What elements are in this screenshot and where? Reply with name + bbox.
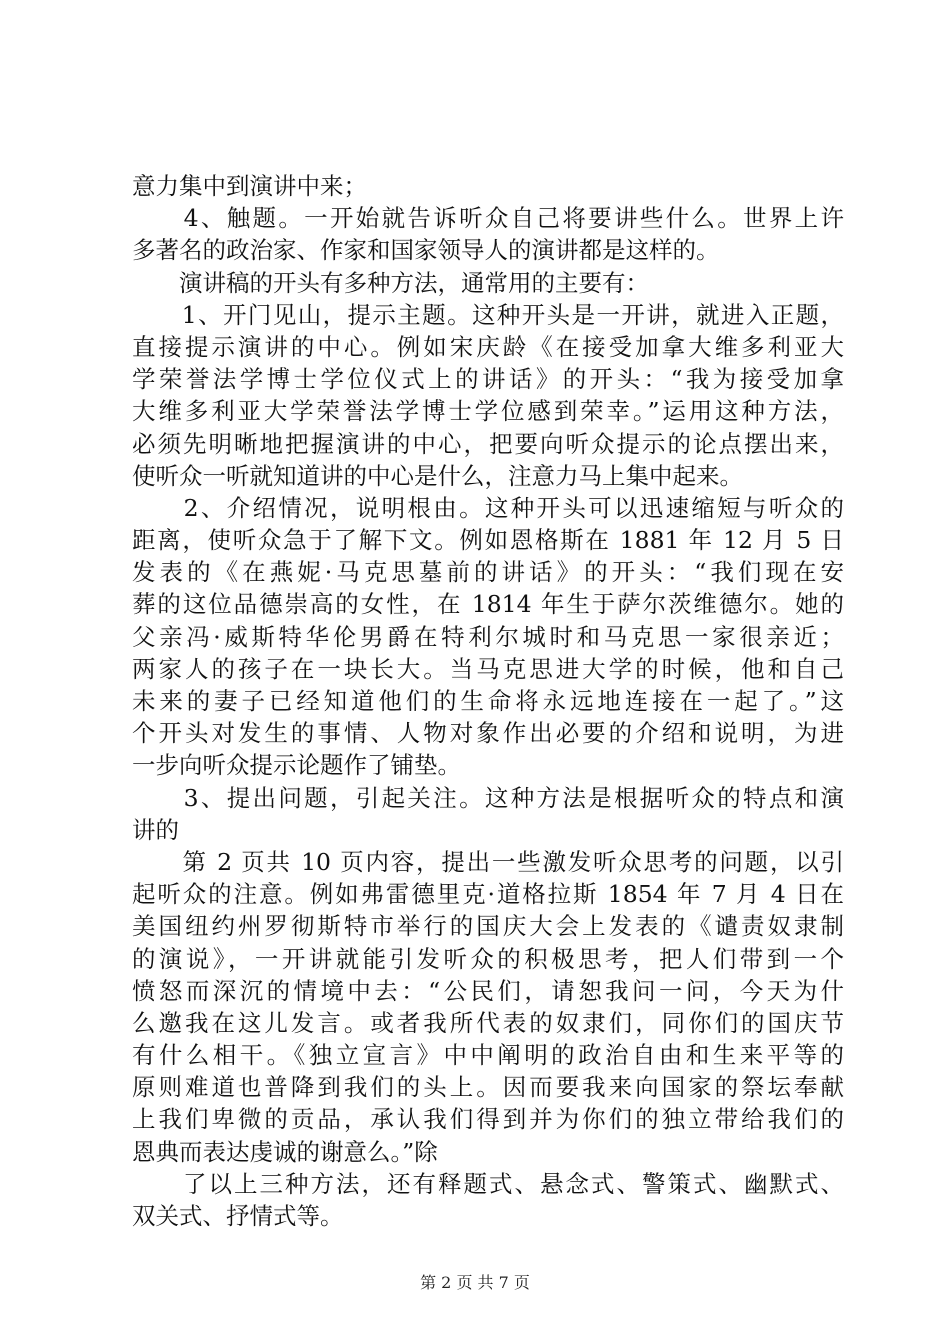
text-line: 多著名的政治家、作家和国家领导人的演讲都是这样的。 bbox=[132, 236, 720, 265]
text-line: 4、触题。一开始就告诉听众自己将要讲些什么。世界上许 bbox=[132, 204, 844, 233]
text-line: 有什么相干。《独立宣言》中中阐明的政治自由和生来平等的 bbox=[132, 1041, 844, 1070]
text-line: 1、开门见山，提示主题。这种开头是一开讲，就进入正题， bbox=[132, 300, 844, 329]
text-line: 第 2 页共 10 页内容，提出一些激发听众思考的问题，以引 bbox=[132, 847, 844, 876]
text-line: 演讲稿的开头有多种方法，通常用的主要有： bbox=[132, 268, 649, 297]
text-line: 了以上三种方法，还有释题式、悬念式、警策式、幽默式、 bbox=[132, 1169, 844, 1198]
text-line: 使听众一听就知道讲的中心是什么，注意力马上集中起来。 bbox=[132, 461, 743, 490]
text-line: 美国纽约州罗彻斯特市举行的国庆大会上发表的《谴责奴隶制 bbox=[132, 912, 844, 941]
text-line: 未来的妻子已经知道他们的生命将永远地连接在一起了。”这 bbox=[132, 687, 844, 715]
text-line: 原则难道也普降到我们的头上。因而要我来向国家的祭坛奉献 bbox=[132, 1073, 844, 1102]
text-line: 么邀我在这儿发言。或者我所代表的奴隶们，同你们的国庆节 bbox=[132, 1008, 844, 1037]
text-line: 双关式、抒情式等。 bbox=[132, 1202, 344, 1230]
text-line: 愤怒而深沉的情境中去：“公民们，请恕我问一问，今天为什 bbox=[132, 976, 844, 1005]
text-line: 必须先明晰地把握演讲的中心，把要向听众提示的论点摆出来， bbox=[132, 429, 844, 458]
page-footer: 第 2 页 共 7 页 bbox=[420, 1273, 530, 1292]
text-line: 2、介绍情况，说明根由。这种开头可以迅速缩短与听众的 bbox=[132, 493, 844, 522]
text-line: 上我们卑微的贡品，承认我们得到并为你们的独立带给我们的 bbox=[132, 1105, 844, 1134]
text-line: 一步向听众提示论题作了铺垫。 bbox=[132, 751, 461, 780]
text-line: 直接提示演讲的中心。例如宋庆龄《在接受加拿大维多利亚大 bbox=[132, 332, 844, 361]
text-line: 葬的这位品德崇高的女性，在 1814 年生于萨尔茨维德尔。她的 bbox=[132, 590, 844, 619]
text-line: 讲的 bbox=[132, 815, 179, 844]
text-line: 恩典而表达虔诚的谢意么。”除 bbox=[132, 1137, 438, 1166]
document-body bbox=[132, 170, 844, 1232]
text-line: 大维多利亚大学荣誉法学博士学位感到荣幸。”运用这种方法， bbox=[132, 397, 844, 426]
text-line: 起听众的注意。例如弗雷德里克·道格拉斯 1854 年 7 月 4 日在 bbox=[132, 880, 844, 909]
text-line: 的演说》，一开讲就能引发听众的积极思考，把人们带到一个 bbox=[132, 944, 844, 973]
text-line: 发表的《在燕妮·马克思墓前的讲话》的开头：“我们现在安 bbox=[132, 558, 844, 587]
text-line: 个开头对发生的事情、人物对象作出必要的介绍和说明，为进 bbox=[132, 719, 844, 748]
text-line: 两家人的孩子在一块长大。当马克思进大学的时候，他和自己 bbox=[132, 654, 844, 683]
text-line: 意力集中到演讲中来； bbox=[132, 172, 367, 200]
text-line: 3、提出问题，引起关注。这种方法是根据听众的特点和演 bbox=[132, 783, 844, 812]
text-line: 距离，使听众急于了解下文。例如恩格斯在 1881 年 12 月 5 日 bbox=[132, 526, 844, 555]
text-line: 学荣誉法学博士学位仪式上的讲话》的开头：“我为接受加拿 bbox=[132, 365, 844, 394]
text-line: 父亲冯·威斯特华伦男爵在特利尔城时和马克思一家很亲近； bbox=[132, 622, 844, 651]
